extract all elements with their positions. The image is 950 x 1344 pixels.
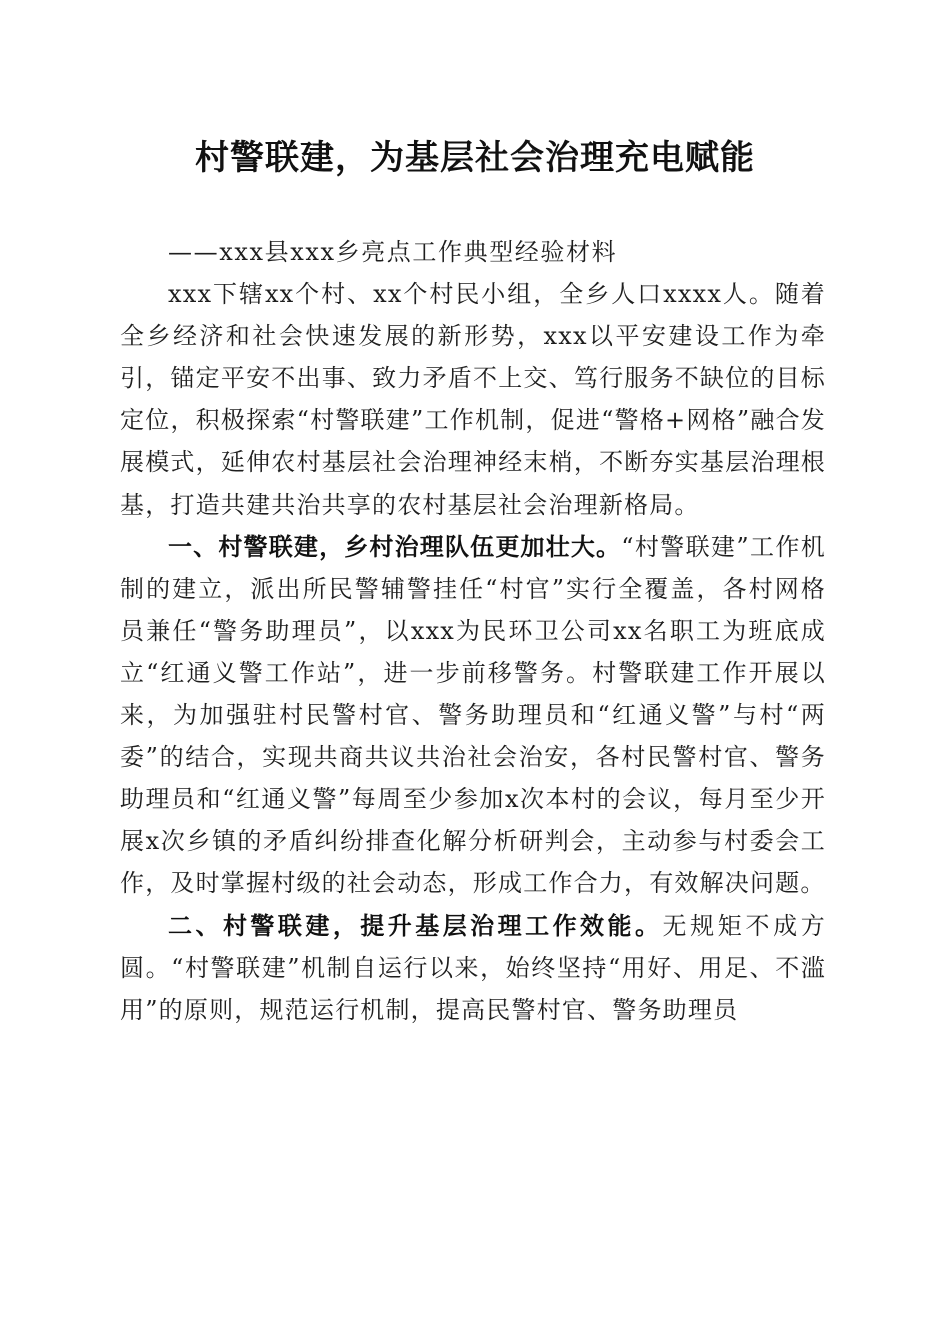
document-body [120, 231, 826, 1031]
document-title: 村警联建，为基层社会治理充电赋能 [195, 138, 755, 178]
section-heading-1: 一、村警联建，乡村治理队伍更加壮大。 [168, 532, 622, 561]
document-subtitle: ——xxx县xxx乡亮点工作典型经验材料 [168, 238, 618, 266]
section-paragraph-2 [120, 905, 826, 1031]
section-text-1: “村警联建”工作机制的建立，派出所民警辅警挂任“村官”实行全覆盖，各村网格员兼任“警务助理员”，以xxx为民环卫公司xx名职工为班底成立“红通义警工作站”，进一步前移警务。村警联建工作开展以来，为加强驻村民警村官、警务助理员和“红通义警”与村“两委”的结合，实现共商共议共治社会治安，各村民警村官、警务助理员和“红通义警”每周至少参加x次本村的会议，每月至少开展x次乡镇的矛盾纠纷排查化解分析研判会，主动参与村委会工作，及时掌握村级的社会动态，形成工作合力，有效解决问题。 [120, 532, 827, 898]
section-paragraph-1 [120, 526, 826, 905]
section-text-2: 无规矩不成方圆。“村警联建”机制自运行以来，始终坚持“用好、用足、不滥用”的原则，规范运行机制，提高民警村官、警务助理员 [120, 911, 826, 1024]
intro-paragraph: xxx下辖xx个村、xx个村民小组，全乡人口xxxx人。随着全乡经济和社会快速发展的新形势，xxx以平安建设工作为牵引，锚定平安不出事、致力矛盾不上交、笃行服务不缺位的目标定位，积极探索“村警联建”工作机制，促进“警格+网格”融合发展模式，延伸农村基层社会治理神经末梢，不断夯实基层治理根基，打造共建共治共享的农村基层社会治理新格局。 [120, 280, 826, 519]
section-heading-2: 二、村警联建，提升基层治理工作效能。 [168, 911, 663, 940]
